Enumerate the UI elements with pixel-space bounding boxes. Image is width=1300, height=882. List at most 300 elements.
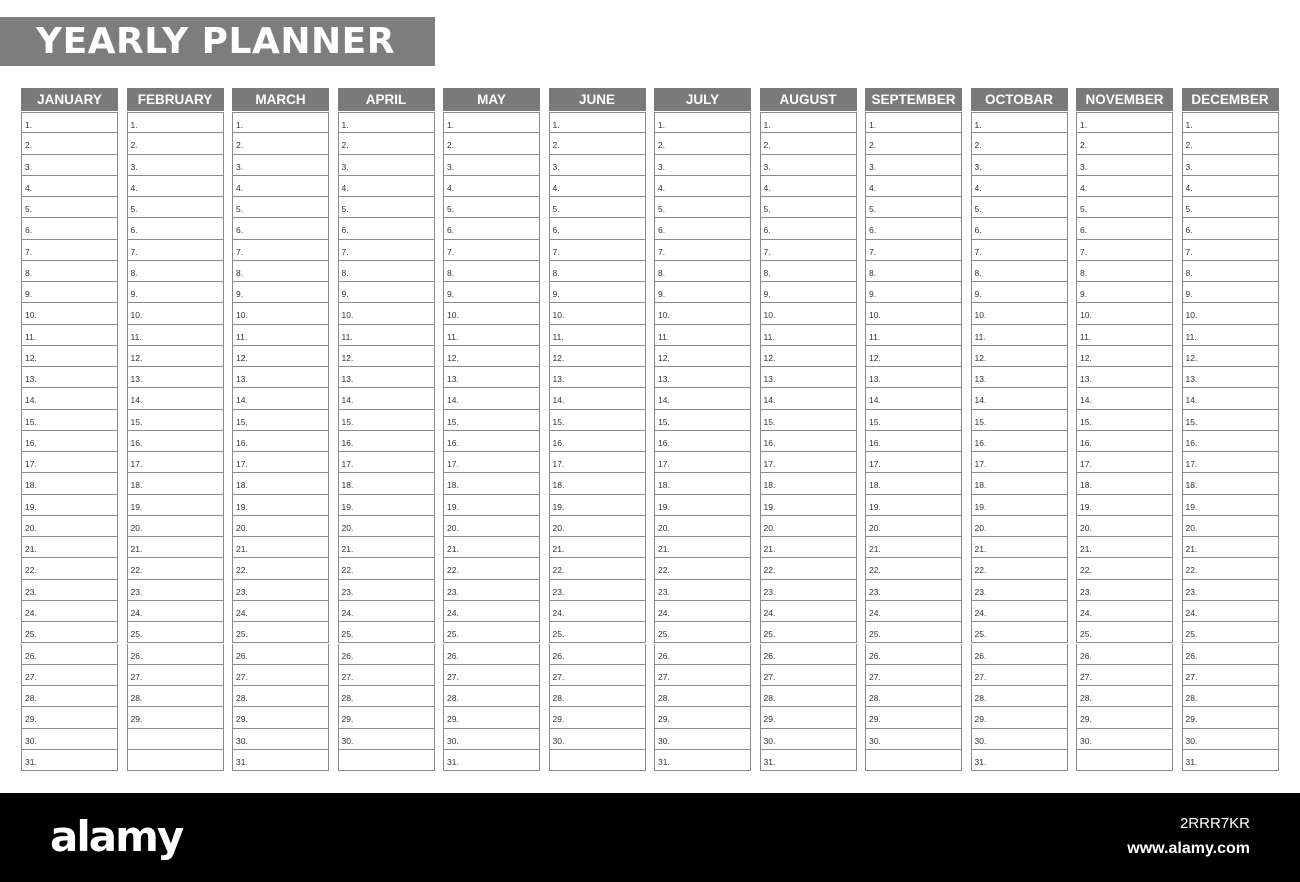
day-row[interactable] [654, 388, 751, 409]
day-row[interactable] [865, 644, 962, 665]
day-row[interactable] [1076, 410, 1173, 431]
day-row[interactable] [654, 410, 751, 431]
day-row[interactable] [549, 665, 646, 686]
day-row[interactable] [21, 707, 118, 728]
day-row[interactable] [654, 495, 751, 516]
day-row[interactable] [338, 410, 435, 431]
day-row[interactable] [443, 325, 540, 346]
day-row[interactable] [338, 261, 435, 282]
day-row[interactable] [1076, 133, 1173, 154]
day-row[interactable] [865, 218, 962, 239]
day-row[interactable] [760, 537, 857, 558]
day-row[interactable] [971, 282, 1068, 303]
day-row[interactable] [443, 686, 540, 707]
day-row[interactable] [1182, 388, 1279, 409]
day-row[interactable] [971, 325, 1068, 346]
day-row[interactable] [443, 112, 540, 133]
day-row[interactable] [443, 388, 540, 409]
day-row[interactable] [865, 388, 962, 409]
day-row[interactable] [127, 516, 224, 537]
day-row[interactable] [21, 750, 118, 771]
day-row[interactable] [760, 197, 857, 218]
day-row[interactable] [865, 750, 962, 771]
day-row[interactable] [1076, 282, 1173, 303]
day-row[interactable] [760, 261, 857, 282]
day-row[interactable] [760, 346, 857, 367]
day-row[interactable] [1076, 176, 1173, 197]
day-row[interactable] [654, 176, 751, 197]
day-row[interactable] [338, 155, 435, 176]
day-row[interactable] [443, 176, 540, 197]
day-row[interactable] [127, 197, 224, 218]
day-row[interactable] [338, 218, 435, 239]
day-row[interactable] [232, 537, 329, 558]
day-row[interactable] [865, 580, 962, 601]
day-row[interactable] [443, 665, 540, 686]
day-row[interactable] [338, 665, 435, 686]
day-row[interactable] [1182, 452, 1279, 473]
day-row[interactable] [654, 622, 751, 643]
day-row[interactable] [232, 686, 329, 707]
day-row[interactable] [232, 410, 329, 431]
day-row[interactable] [21, 601, 118, 622]
day-row[interactable] [232, 495, 329, 516]
day-row[interactable] [971, 218, 1068, 239]
day-row[interactable] [1076, 197, 1173, 218]
day-row[interactable] [971, 473, 1068, 494]
day-row[interactable] [549, 282, 646, 303]
day-row[interactable] [127, 580, 224, 601]
day-row[interactable] [1076, 665, 1173, 686]
day-row[interactable] [654, 197, 751, 218]
day-row[interactable] [549, 197, 646, 218]
day-row[interactable] [549, 133, 646, 154]
day-row[interactable] [21, 473, 118, 494]
day-row[interactable] [549, 112, 646, 133]
day-row[interactable] [21, 346, 118, 367]
day-row[interactable] [443, 346, 540, 367]
day-row[interactable] [232, 452, 329, 473]
day-row[interactable] [760, 133, 857, 154]
day-row[interactable] [21, 133, 118, 154]
day-row[interactable] [1182, 750, 1279, 771]
day-row[interactable] [865, 537, 962, 558]
day-row[interactable] [549, 750, 646, 771]
day-row[interactable] [338, 303, 435, 324]
day-row[interactable] [1182, 686, 1279, 707]
day-row[interactable] [1182, 516, 1279, 537]
day-row[interactable] [654, 367, 751, 388]
day-row[interactable] [1182, 622, 1279, 643]
day-row[interactable] [654, 112, 751, 133]
day-row[interactable] [443, 261, 540, 282]
day-row[interactable] [443, 303, 540, 324]
day-row[interactable] [232, 665, 329, 686]
day-row[interactable] [760, 644, 857, 665]
day-row[interactable] [443, 558, 540, 579]
day-row[interactable] [127, 346, 224, 367]
day-row[interactable] [971, 410, 1068, 431]
day-row[interactable] [760, 282, 857, 303]
day-row[interactable] [338, 325, 435, 346]
day-row[interactable] [232, 707, 329, 728]
day-row[interactable] [760, 176, 857, 197]
day-row[interactable] [1182, 644, 1279, 665]
day-row[interactable] [127, 410, 224, 431]
day-row[interactable] [760, 516, 857, 537]
day-row[interactable] [443, 601, 540, 622]
day-row[interactable] [760, 367, 857, 388]
day-row[interactable] [549, 580, 646, 601]
day-row[interactable] [654, 240, 751, 261]
day-row[interactable] [1182, 473, 1279, 494]
day-row[interactable] [760, 388, 857, 409]
day-row[interactable] [654, 282, 751, 303]
day-row[interactable] [1182, 558, 1279, 579]
day-row[interactable] [971, 665, 1068, 686]
day-row[interactable] [1182, 112, 1279, 133]
day-row[interactable] [654, 303, 751, 324]
day-row[interactable] [443, 644, 540, 665]
day-row[interactable] [1182, 133, 1279, 154]
day-row[interactable] [549, 644, 646, 665]
day-row[interactable] [443, 516, 540, 537]
day-row[interactable] [654, 133, 751, 154]
day-row[interactable] [549, 410, 646, 431]
day-row[interactable] [338, 176, 435, 197]
day-row[interactable] [1182, 197, 1279, 218]
day-row[interactable] [1076, 218, 1173, 239]
day-row[interactable] [127, 367, 224, 388]
day-row[interactable] [971, 686, 1068, 707]
day-row[interactable] [865, 155, 962, 176]
day-row[interactable] [232, 112, 329, 133]
day-row[interactable] [760, 473, 857, 494]
day-row[interactable] [232, 622, 329, 643]
day-row[interactable] [21, 665, 118, 686]
day-row[interactable] [338, 452, 435, 473]
day-row[interactable] [1182, 601, 1279, 622]
day-row[interactable] [21, 112, 118, 133]
day-row[interactable] [971, 558, 1068, 579]
day-row[interactable] [443, 133, 540, 154]
day-row[interactable] [1076, 452, 1173, 473]
day-row[interactable] [549, 707, 646, 728]
day-row[interactable] [760, 601, 857, 622]
day-row[interactable] [232, 133, 329, 154]
day-row[interactable] [443, 431, 540, 452]
day-row[interactable] [1182, 431, 1279, 452]
day-row[interactable] [654, 325, 751, 346]
day-row[interactable] [21, 622, 118, 643]
day-row[interactable] [127, 707, 224, 728]
day-row[interactable] [760, 729, 857, 750]
day-row[interactable] [21, 537, 118, 558]
day-row[interactable] [971, 176, 1068, 197]
day-row[interactable] [971, 133, 1068, 154]
day-row[interactable] [654, 729, 751, 750]
day-row[interactable] [760, 303, 857, 324]
day-row[interactable] [971, 601, 1068, 622]
day-row[interactable] [760, 240, 857, 261]
day-row[interactable] [549, 261, 646, 282]
day-row[interactable] [654, 537, 751, 558]
day-row[interactable] [338, 686, 435, 707]
day-row[interactable] [127, 601, 224, 622]
day-row[interactable] [1076, 537, 1173, 558]
day-row[interactable] [21, 580, 118, 601]
day-row[interactable] [1076, 622, 1173, 643]
day-row[interactable] [1182, 155, 1279, 176]
day-row[interactable] [760, 750, 857, 771]
day-row[interactable] [865, 410, 962, 431]
day-row[interactable] [971, 516, 1068, 537]
day-row[interactable] [654, 452, 751, 473]
day-row[interactable] [1076, 516, 1173, 537]
day-row[interactable] [443, 452, 540, 473]
day-row[interactable] [232, 197, 329, 218]
day-row[interactable] [549, 452, 646, 473]
day-row[interactable] [549, 473, 646, 494]
day-row[interactable] [1076, 686, 1173, 707]
day-row[interactable] [865, 601, 962, 622]
day-row[interactable] [971, 431, 1068, 452]
day-row[interactable] [1182, 282, 1279, 303]
day-row[interactable] [443, 218, 540, 239]
day-row[interactable] [338, 346, 435, 367]
day-row[interactable] [1182, 261, 1279, 282]
day-row[interactable] [21, 516, 118, 537]
day-row[interactable] [232, 388, 329, 409]
day-row[interactable] [865, 516, 962, 537]
day-row[interactable] [443, 473, 540, 494]
day-row[interactable] [232, 282, 329, 303]
day-row[interactable] [1076, 388, 1173, 409]
day-row[interactable] [971, 261, 1068, 282]
day-row[interactable] [971, 155, 1068, 176]
day-row[interactable] [127, 388, 224, 409]
day-row[interactable] [1182, 325, 1279, 346]
day-row[interactable] [21, 325, 118, 346]
day-row[interactable] [654, 473, 751, 494]
day-row[interactable] [21, 197, 118, 218]
day-row[interactable] [21, 388, 118, 409]
day-row[interactable] [21, 303, 118, 324]
day-row[interactable] [971, 346, 1068, 367]
day-row[interactable] [21, 644, 118, 665]
day-row[interactable] [1182, 495, 1279, 516]
day-row[interactable] [654, 686, 751, 707]
day-row[interactable] [127, 644, 224, 665]
day-row[interactable] [232, 644, 329, 665]
day-row[interactable] [1182, 665, 1279, 686]
day-row[interactable] [21, 410, 118, 431]
day-row[interactable] [654, 516, 751, 537]
day-row[interactable] [443, 155, 540, 176]
day-row[interactable] [21, 240, 118, 261]
day-row[interactable] [338, 473, 435, 494]
day-row[interactable] [21, 495, 118, 516]
day-row[interactable] [443, 367, 540, 388]
day-row[interactable] [549, 495, 646, 516]
day-row[interactable] [443, 282, 540, 303]
day-row[interactable] [232, 601, 329, 622]
day-row[interactable] [232, 580, 329, 601]
day-row[interactable] [443, 495, 540, 516]
day-row[interactable] [865, 367, 962, 388]
day-row[interactable] [1076, 580, 1173, 601]
day-row[interactable] [654, 155, 751, 176]
day-row[interactable] [971, 644, 1068, 665]
day-row[interactable] [127, 452, 224, 473]
day-row[interactable] [654, 431, 751, 452]
day-row[interactable] [338, 580, 435, 601]
day-row[interactable] [865, 133, 962, 154]
day-row[interactable] [127, 558, 224, 579]
day-row[interactable] [654, 580, 751, 601]
day-row[interactable] [21, 729, 118, 750]
day-row[interactable] [760, 665, 857, 686]
day-row[interactable] [21, 452, 118, 473]
day-row[interactable] [232, 431, 329, 452]
day-row[interactable] [1076, 325, 1173, 346]
day-row[interactable] [971, 707, 1068, 728]
day-row[interactable] [865, 558, 962, 579]
day-row[interactable] [971, 729, 1068, 750]
day-row[interactable] [1076, 495, 1173, 516]
day-row[interactable] [21, 155, 118, 176]
day-row[interactable] [760, 112, 857, 133]
day-row[interactable] [127, 325, 224, 346]
day-row[interactable] [127, 750, 224, 771]
day-row[interactable] [1076, 367, 1173, 388]
day-row[interactable] [654, 750, 751, 771]
day-row[interactable] [232, 367, 329, 388]
day-row[interactable] [338, 367, 435, 388]
day-row[interactable] [1182, 346, 1279, 367]
day-row[interactable] [1182, 707, 1279, 728]
day-row[interactable] [127, 473, 224, 494]
day-row[interactable] [232, 473, 329, 494]
day-row[interactable] [338, 622, 435, 643]
day-row[interactable] [232, 750, 329, 771]
day-row[interactable] [232, 261, 329, 282]
day-row[interactable] [443, 410, 540, 431]
day-row[interactable] [654, 707, 751, 728]
day-row[interactable] [338, 707, 435, 728]
day-row[interactable] [865, 240, 962, 261]
day-row[interactable] [338, 197, 435, 218]
day-row[interactable] [127, 495, 224, 516]
day-row[interactable] [760, 580, 857, 601]
day-row[interactable] [1076, 346, 1173, 367]
day-row[interactable] [232, 303, 329, 324]
day-row[interactable] [865, 282, 962, 303]
day-row[interactable] [760, 452, 857, 473]
day-row[interactable] [654, 601, 751, 622]
day-row[interactable] [127, 431, 224, 452]
day-row[interactable] [971, 580, 1068, 601]
day-row[interactable] [549, 240, 646, 261]
day-row[interactable] [338, 750, 435, 771]
day-row[interactable] [654, 558, 751, 579]
day-row[interactable] [443, 537, 540, 558]
day-row[interactable] [865, 495, 962, 516]
day-row[interactable] [971, 495, 1068, 516]
day-row[interactable] [971, 388, 1068, 409]
day-row[interactable] [971, 112, 1068, 133]
day-row[interactable] [338, 133, 435, 154]
day-row[interactable] [443, 240, 540, 261]
day-row[interactable] [1182, 176, 1279, 197]
day-row[interactable] [1076, 644, 1173, 665]
day-row[interactable] [549, 601, 646, 622]
day-row[interactable] [338, 495, 435, 516]
day-row[interactable] [1182, 580, 1279, 601]
day-row[interactable] [1076, 431, 1173, 452]
day-row[interactable] [21, 367, 118, 388]
day-row[interactable] [21, 261, 118, 282]
day-row[interactable] [127, 282, 224, 303]
day-row[interactable] [971, 537, 1068, 558]
day-row[interactable] [865, 261, 962, 282]
day-row[interactable] [654, 346, 751, 367]
day-row[interactable] [338, 644, 435, 665]
day-row[interactable] [338, 388, 435, 409]
day-row[interactable] [21, 176, 118, 197]
day-row[interactable] [1076, 155, 1173, 176]
day-row[interactable] [1182, 537, 1279, 558]
day-row[interactable] [1076, 303, 1173, 324]
day-row[interactable] [654, 644, 751, 665]
day-row[interactable] [865, 707, 962, 728]
day-row[interactable] [127, 133, 224, 154]
day-row[interactable] [1076, 261, 1173, 282]
day-row[interactable] [127, 155, 224, 176]
day-row[interactable] [549, 346, 646, 367]
day-row[interactable] [971, 622, 1068, 643]
day-row[interactable] [1182, 240, 1279, 261]
day-row[interactable] [1076, 112, 1173, 133]
day-row[interactable] [1182, 729, 1279, 750]
day-row[interactable] [865, 452, 962, 473]
day-row[interactable] [1182, 410, 1279, 431]
day-row[interactable] [549, 516, 646, 537]
day-row[interactable] [127, 176, 224, 197]
day-row[interactable] [127, 261, 224, 282]
day-row[interactable] [232, 325, 329, 346]
day-row[interactable] [865, 176, 962, 197]
day-row[interactable] [654, 665, 751, 686]
day-row[interactable] [338, 537, 435, 558]
day-row[interactable] [127, 303, 224, 324]
day-row[interactable] [865, 686, 962, 707]
day-row[interactable] [760, 495, 857, 516]
day-row[interactable] [127, 240, 224, 261]
day-row[interactable] [971, 240, 1068, 261]
day-row[interactable] [21, 218, 118, 239]
day-row[interactable] [1182, 218, 1279, 239]
day-row[interactable] [760, 325, 857, 346]
day-row[interactable] [865, 303, 962, 324]
day-row[interactable] [549, 686, 646, 707]
day-row[interactable] [127, 218, 224, 239]
day-row[interactable] [338, 240, 435, 261]
day-row[interactable] [971, 303, 1068, 324]
day-row[interactable] [1182, 303, 1279, 324]
day-row[interactable] [549, 729, 646, 750]
day-row[interactable] [760, 431, 857, 452]
